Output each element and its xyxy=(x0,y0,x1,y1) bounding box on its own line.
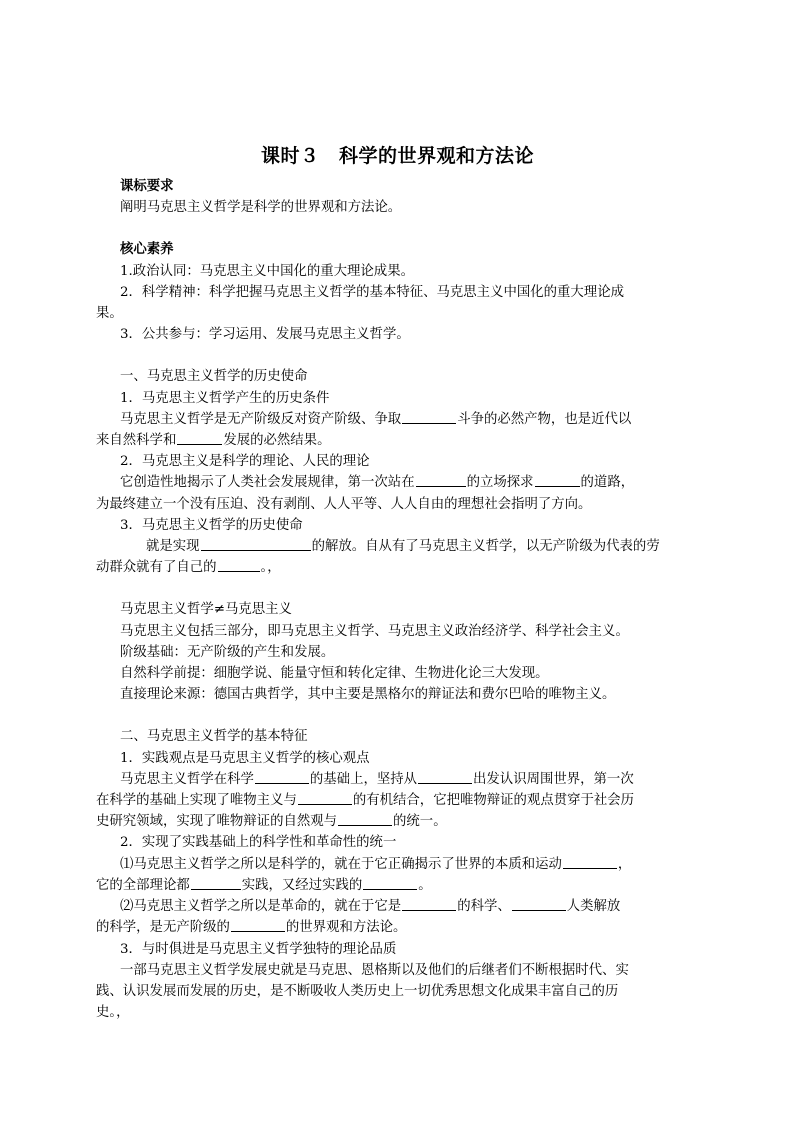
part1-p1a xyxy=(120,409,675,430)
part2-p3a: 一部马克思主义哲学发展史就是马克思、恩格斯以及他们的后继者们不断根据时代、实 xyxy=(120,962,629,978)
fill-blank[interactable] xyxy=(191,875,241,890)
part2-p1b xyxy=(96,790,675,811)
literacy-item-1: 1.政治认同：马克思主义中国化的重大理论成果。 xyxy=(120,263,414,279)
literacy-item-3: 3．公共参与：学习运用、发展马克思主义哲学。 xyxy=(120,327,410,343)
text: 马克思主义哲学在科学 xyxy=(120,771,254,787)
text: 史研究领域，实现了唯物辩证的自然观与 xyxy=(96,814,338,830)
part1-sub2: 2．马克思主义是科学的理论、人民的理论 xyxy=(120,454,370,470)
text: 马克思主义哲学是无产阶级反对资产阶级、争取 xyxy=(120,411,402,427)
part2-sub1: 1．实践观点是马克思主义哲学的核心观点 xyxy=(120,750,370,766)
fill-blank[interactable] xyxy=(298,790,352,805)
text: 实践，又经过实践的 xyxy=(241,877,363,893)
part1-p1b xyxy=(96,430,675,451)
fill-blank[interactable] xyxy=(255,769,309,784)
text: 的科学，是无产阶级的 xyxy=(96,920,230,936)
fill-blank[interactable] xyxy=(563,854,617,869)
text: 的立场探求 xyxy=(466,475,534,491)
part2-p1a xyxy=(120,769,675,790)
part2-p3c: 史。， xyxy=(96,1005,130,1021)
fill-blank[interactable] xyxy=(177,430,222,445)
spacer xyxy=(120,218,675,239)
part1-p3b xyxy=(96,557,675,578)
part1-sub3: 3．马克思主义哲学的历史使命 xyxy=(120,517,303,533)
part1-p3a xyxy=(146,536,675,557)
literacy-item-2b: 果。 xyxy=(96,306,123,322)
part2-p3b: 践、认识发展而发展的历史，是不断吸收人类历史上一切优秀思想文化成果丰富自己的历 xyxy=(96,983,619,999)
page-title: 课时３ 科学的世界观和方法论 xyxy=(260,145,534,167)
fill-blank[interactable] xyxy=(231,917,285,932)
fill-blank[interactable] xyxy=(218,557,260,572)
fill-blank[interactable] xyxy=(402,896,456,911)
part1-heading: 一、马克思主义哲学的历史使命 xyxy=(120,369,308,385)
text: 的道路， xyxy=(580,475,635,491)
text: 。， xyxy=(260,560,281,576)
part1-p2a xyxy=(120,472,675,493)
fill-blank[interactable] xyxy=(416,472,466,487)
part2-p2c xyxy=(120,896,675,917)
document-body xyxy=(96,143,675,1023)
note-line-4: 直接理论来源：德国古典哲学，其中主要是黑格尔的辩证法和费尔巴哈的唯物主义。 xyxy=(120,687,616,703)
fill-blank[interactable] xyxy=(201,536,311,551)
note-line-2: 阶级基础：无产阶级的产生和发展。 xyxy=(120,644,335,660)
text: 发展的必然结果。 xyxy=(223,433,331,449)
text: 出发认识周围世界，第一次 xyxy=(473,771,634,787)
fill-blank[interactable] xyxy=(363,875,417,890)
text: 。 xyxy=(418,877,432,893)
fill-blank[interactable] xyxy=(512,896,566,911)
text: 的世界观和方法论。 xyxy=(285,920,407,936)
standard-text: 阐明马克思主义哲学是科学的世界观和方法论。 xyxy=(120,200,402,216)
part2-p1c xyxy=(96,811,675,832)
part2-sub3: 3．与时俱进是马克思主义哲学独特的理论品质 xyxy=(120,941,397,957)
text: 来自然科学和 xyxy=(96,433,177,449)
note-line-3: 自然科学前提：细胞学说、能量守恒和转化定律、生物进化论三大发现。 xyxy=(120,666,549,682)
text: 的统一。 xyxy=(393,814,447,830)
part2-heading: 二、马克思主义哲学的基本特征 xyxy=(120,729,308,745)
text: 在科学的基础上实现了唯物主义与 xyxy=(96,793,297,809)
fill-blank[interactable] xyxy=(535,472,580,487)
text: 斗争的必然产物，也是近代以 xyxy=(457,411,632,427)
spacer xyxy=(120,345,675,366)
note-line-1: 马克思主义包括三部分，即马克思主义哲学、马克思主义政治经济学、科学社会主义。 xyxy=(120,623,629,639)
text: 的解放。自从有了马克思主义哲学，以无产阶级为代表的劳 xyxy=(311,539,660,555)
part1-p2b: 为最终建立一个没有压迫、没有剥削、人人平等、人人自由的理想社会指明了方向。 xyxy=(96,496,592,512)
fill-blank[interactable] xyxy=(402,409,456,424)
text: ⑵马克思主义哲学之所以是革命的，就在于它是 xyxy=(120,899,402,915)
part2-sub2: 2．实现了实践基础上的科学性和革命性的统一 xyxy=(120,835,397,851)
fill-blank[interactable] xyxy=(418,769,472,784)
text: ⑴马克思主义哲学之所以是科学的，就在于它正确揭示了世界的本质和运动 xyxy=(120,856,562,872)
text: 的有机结合，它把唯物辩证的观点贯穿于社会历 xyxy=(352,793,635,809)
text: 就是实现 xyxy=(146,539,200,555)
part2-p2b xyxy=(96,875,675,896)
part1-sub1: 1．马克思主义哲学产生的历史条件 xyxy=(120,390,330,406)
fill-blank[interactable] xyxy=(338,811,392,826)
text: 它创造性地揭示了人类社会发展规律，第一次站在 xyxy=(120,475,415,491)
literacy-heading: 核心素养 xyxy=(120,241,174,258)
text: ， xyxy=(617,856,632,872)
spacer xyxy=(120,705,675,726)
spacer xyxy=(120,578,675,599)
note-heading: 马克思主义哲学≠马克思主义 xyxy=(120,602,292,618)
text: 人类解放 xyxy=(566,899,621,915)
standard-heading: 课标要求 xyxy=(120,178,174,194)
text: 它的全部理论都 xyxy=(96,877,190,893)
text: 动群众就有了自己的 xyxy=(96,560,217,576)
part2-p2d xyxy=(96,917,675,938)
part2-p2a xyxy=(120,854,675,875)
text: 的基础上，坚持从 xyxy=(309,771,418,787)
literacy-item-2a: 2．科学精神：科学把握马克思主义哲学的基本特征、马克思主义中国化的重大理论成 xyxy=(120,284,624,300)
text: 的科学、 xyxy=(457,899,511,915)
